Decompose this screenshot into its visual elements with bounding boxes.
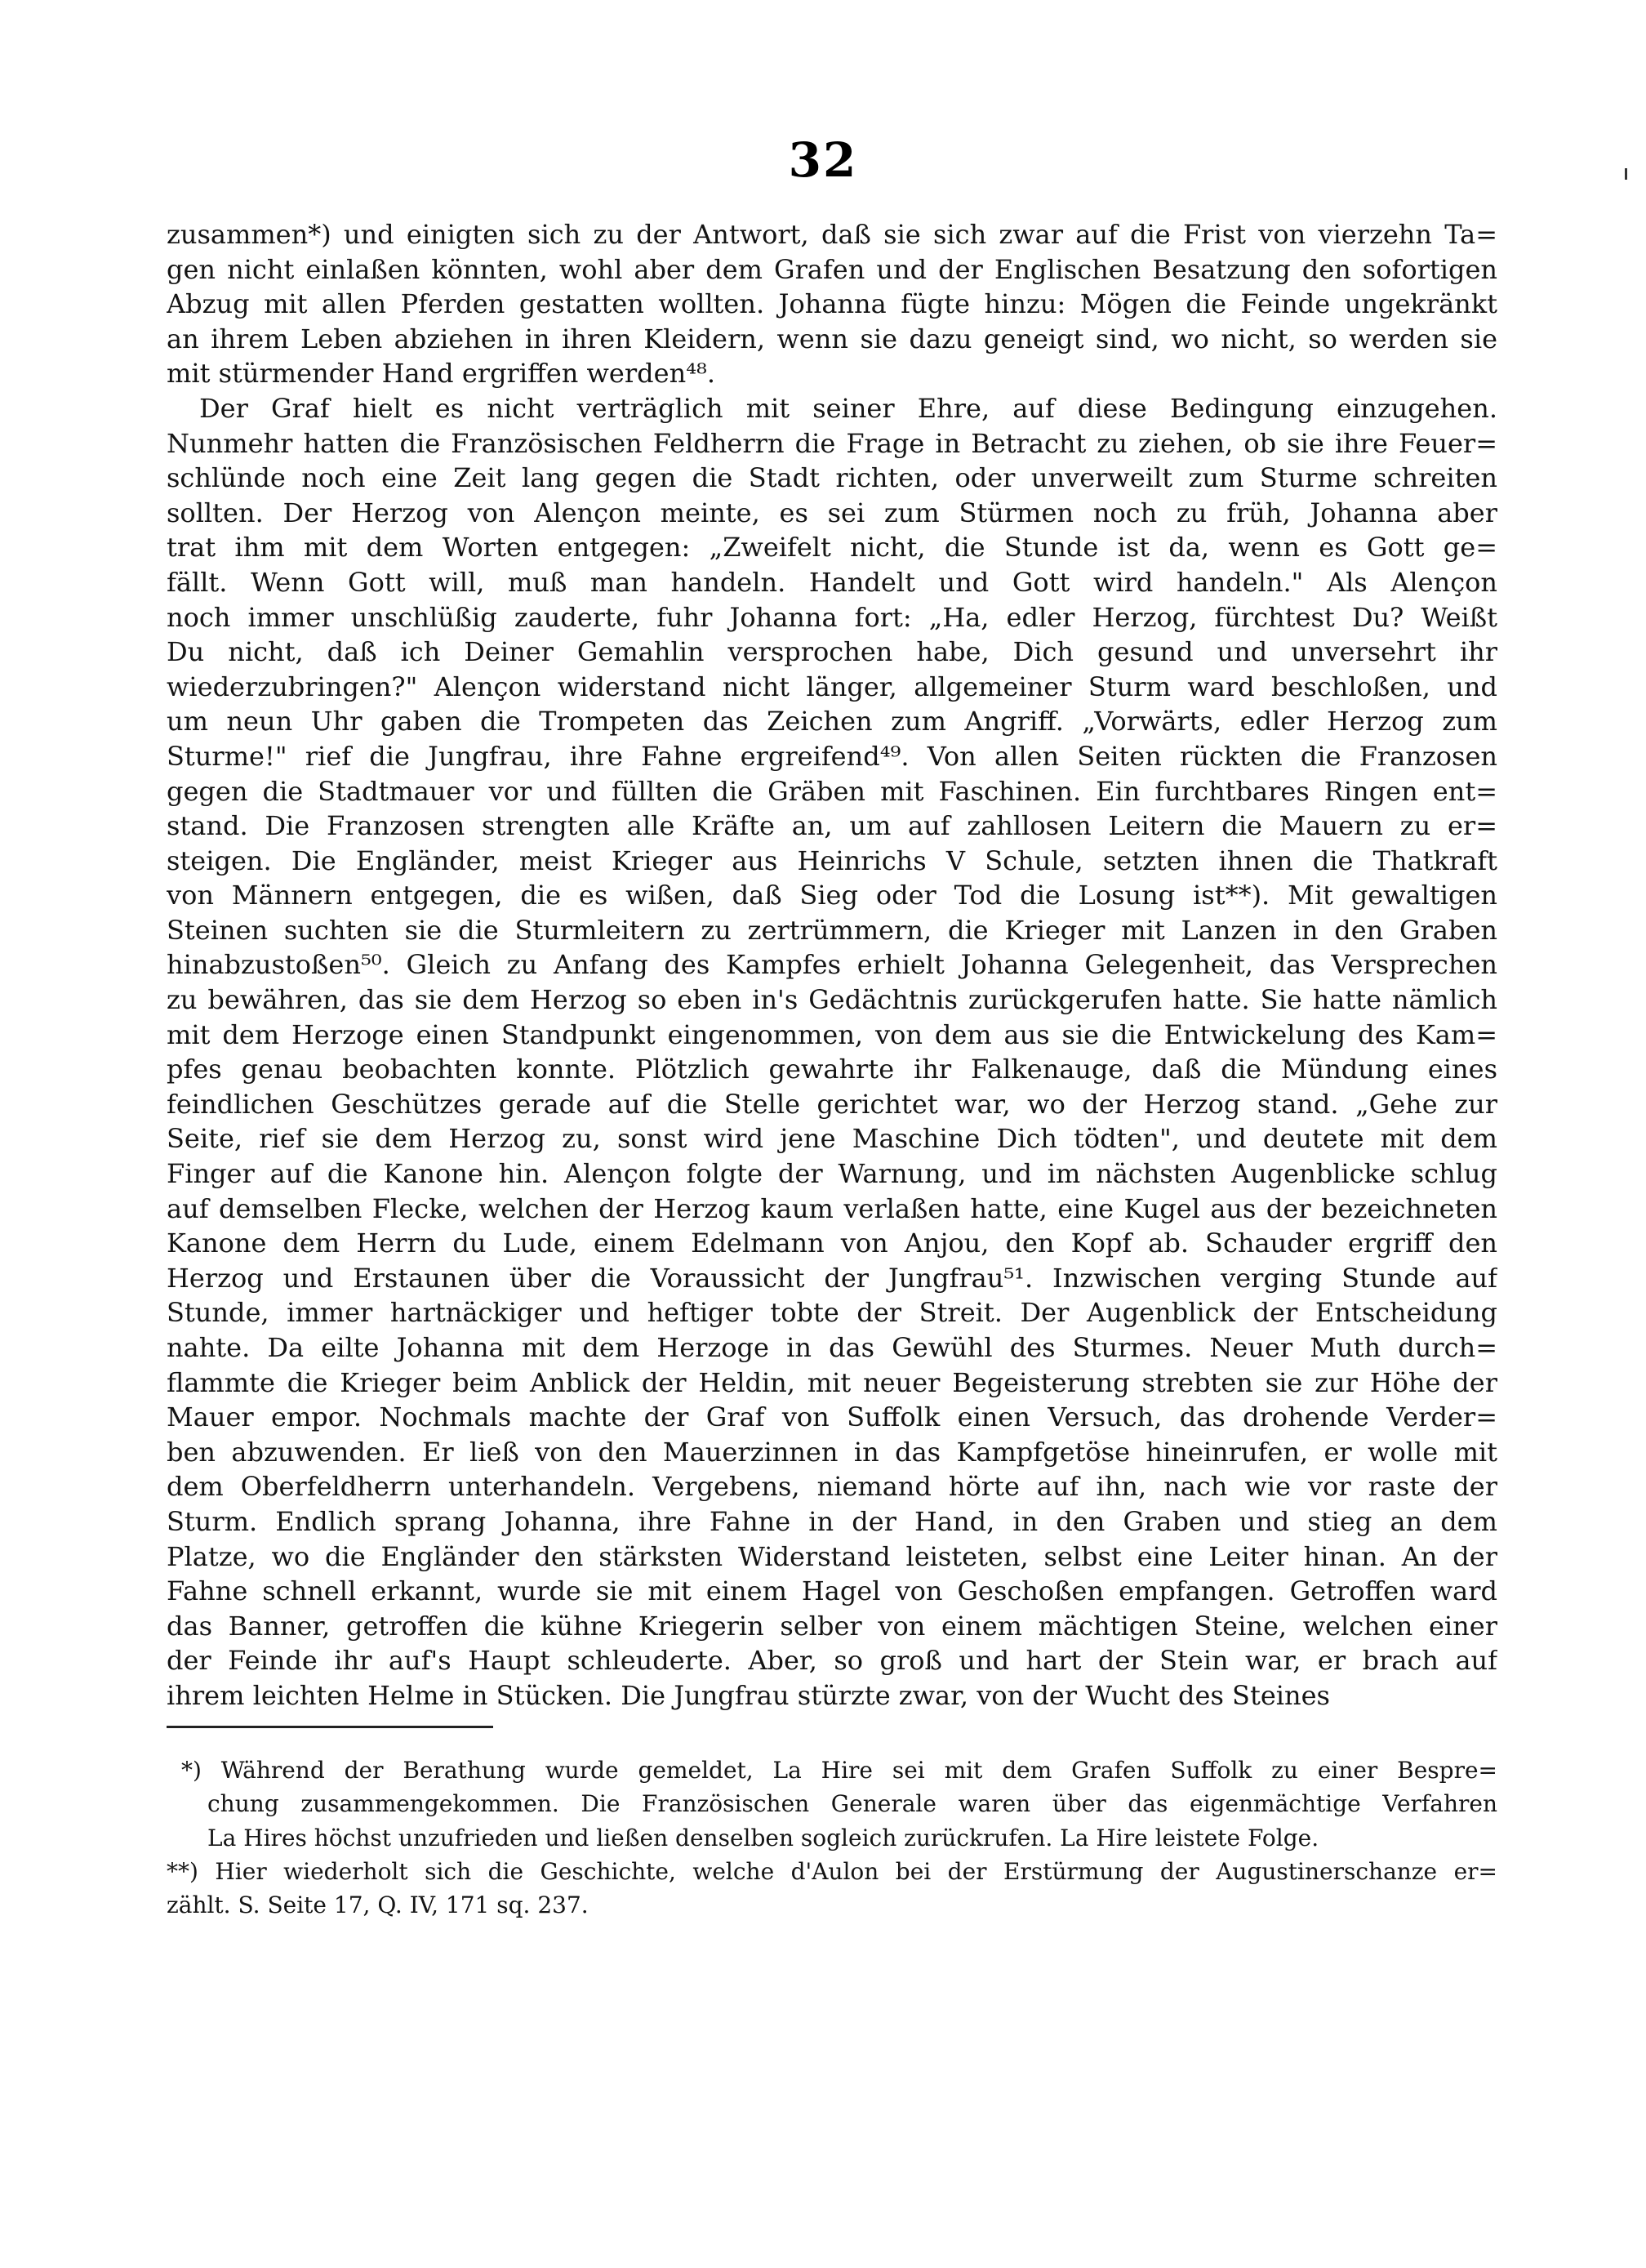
text-line: schlünde noch eine Zeit lang gegen die Stadt richten, oder unverweilt zum Sturme schreiten xyxy=(167,462,1497,494)
text-line: das Banner, getroffen die kühne Kriegerin selber von einem mächtigen Steine, welchen einer xyxy=(167,1610,1497,1642)
footnote-line: **) Hier wiederholt sich die Geschichte, welche d'Aulon bei der Erstürmung der Augustinerschanze er= xyxy=(167,1857,1497,1885)
text-line: Finger auf die Kanone hin. Alençon folgte der Warnung, und im nächsten Augenblicke schlug xyxy=(167,1158,1497,1190)
text-line: Du nicht, daß ich Deiner Gemahlin versprochen habe, Dich gesund und unversehrt ihr xyxy=(167,636,1497,668)
text-line: ihrem leichten Helme in Stücken. Die Jungfrau stürzte zwar, von der Wucht des Steines xyxy=(167,1679,1330,1711)
text-line: an ihrem Leben abziehen in ihren Kleidern, wenn sie dazu geneigt sind, wo nicht, so werden sie xyxy=(167,323,1497,354)
text-line: trat ihm mit dem Worten entgegen: „Zweifelt nicht, die Stunde ist da, wenn es Gott ge= xyxy=(167,532,1497,564)
text-line: gegen die Stadtmauer vor und füllten die Gräben mit Faschinen. Ein furchtbares Ringen ent= xyxy=(167,775,1497,807)
text-line: Seite, rief sie dem Herzog zu, sonst wird jene Maschine Dich tödten", und deutete mit dem xyxy=(167,1123,1497,1155)
text-line: wiederzubringen?" Alençon widerstand nicht länger, allgemeiner Sturm ward beschloßen, und xyxy=(167,671,1497,702)
footnotes-block xyxy=(167,1753,1497,1922)
text-line: Sturm. Endlich sprang Johanna, ihre Fahne in der Hand, in den Graben und stieg an dem xyxy=(167,1505,1497,1537)
footnote-line: La Hires höchst unzufrieden und ließen denselben sogleich zurückrufen. La Hire leistete Folge. xyxy=(207,1824,1319,1851)
text-line: nahte. Da eilte Johanna mit dem Herzoge in das Gewühl des Sturmes. Neuer Muth durch= xyxy=(167,1332,1497,1363)
text-line: pfes genau beobachten konnte. Plötzlich gewahrte ihr Falkenauge, daß die Mündung eines xyxy=(167,1054,1497,1085)
text-line: Abzug mit allen Pferden gestatten wollten. Johanna fügte hinzu: Mögen die Feinde ungekränkt xyxy=(167,288,1497,320)
text-line: Nunmehr hatten die Französischen Feldherrn die Frage in Betracht zu ziehen, ob sie ihre Feuer= xyxy=(167,427,1497,459)
text-line: steigen. Die Engländer, meist Krieger aus Heinrichs V Schule, setzten ihnen die Thatkraft xyxy=(167,844,1497,876)
page-number: 32 xyxy=(788,132,858,188)
footnote-line: zählt. S. Seite 17, Q. IV, 171 sq. 237. xyxy=(167,1891,589,1919)
text-line: Fahne schnell erkannt, wurde sie mit einem Hagel von Geschoßen empfangen. Getroffen ward xyxy=(167,1575,1497,1607)
text-line: Herzog und Erstaunen über die Voraussicht der Jungfrau⁵¹. Inzwischen verging Stunde auf xyxy=(167,1262,1497,1294)
text-line: zusammen*) und einigten sich zu der Antwort, daß sie sich zwar auf die Frist von vierzehn Ta= xyxy=(167,219,1497,250)
footnote-line: *) Während der Berathung wurde gemeldet, La Hire sei mit dem Grafen Suffolk zu einer Bespre= xyxy=(181,1757,1497,1784)
text-line: stand. Die Franzosen strengten alle Kräfte an, um auf zahllosen Leitern die Mauern zu er= xyxy=(167,810,1497,842)
text-line: feindlichen Geschützes gerade auf die Stelle gerichtet war, wo der Herzog stand. „Gehe zur xyxy=(167,1088,1497,1120)
text-line: noch immer unschlüßig zauderte, fuhr Johanna fort: „Ha, edler Herzog, fürchtest Du? Weißt xyxy=(167,601,1497,633)
text-line: zu bewähren, das sie dem Herzog so eben in's Gedächtnis zurückgerufen hatte. Sie hatte nämlich xyxy=(167,984,1497,1016)
text-line: ben abzuwenden. Er ließ von den Mauerzinnen in das Kampfgetöse hineinrufen, er wolle mit xyxy=(167,1436,1497,1468)
text-line: Der Graf hielt es nicht verträglich mit seiner Ehre, auf diese Bedingung einzugehen. xyxy=(199,392,1497,424)
text-line: Stunde, immer hartnäckiger und heftiger tobte der Streit. Der Augenblick der Entscheidung xyxy=(167,1297,1497,1329)
text-line: gen nicht einlaßen könnten, wohl aber dem Grafen und der Englischen Besatzung den sofortigen xyxy=(167,253,1497,285)
text-line: mit dem Herzoge einen Standpunkt eingenommen, von dem aus sie die Entwickelung des Kam= xyxy=(167,1018,1497,1050)
text-line: fällt. Wenn Gott will, muß man handeln. Handelt und Gott wird handeln." Als Alençon xyxy=(167,566,1497,598)
main-text-block xyxy=(167,217,1497,1713)
text-line: um neun Uhr gaben die Trompeten das Zeichen zum Angriff. „Vorwärts, edler Herzog zum xyxy=(167,706,1497,737)
text-line: Platze, wo die Engländer den stärksten Widerstand leisteten, selbst eine Leiter hinan. An der xyxy=(167,1540,1497,1572)
text-line: Sturme!" rief die Jungfrau, ihre Fahne ergreifend⁴⁹. Von allen Seiten rückten die Franzosen xyxy=(167,740,1497,772)
text-line: sollten. Der Herzog von Alençon meinte, es sei zum Stürmen noch zu früh, Johanna aber xyxy=(167,497,1497,528)
text-line: Steinen suchten sie die Sturmleitern zu zertrümmern, die Krieger mit Lanzen in den Graben xyxy=(167,914,1497,946)
footnote-line: chung zusammengekommen. Die Französischen Generale waren über das eigenmächtige Verfahren xyxy=(207,1790,1497,1818)
text-line: Kanone dem Herrn du Lude, einem Edelmann von Anjou, den Kopf ab. Schauder ergriff den xyxy=(167,1228,1497,1259)
margin-mark xyxy=(1625,168,1627,180)
text-line: dem Oberfeldherrn unterhandeln. Vergebens, niemand hörte auf ihn, nach wie vor raste der xyxy=(167,1471,1497,1503)
text-line: der Feinde ihr auf's Haupt schleuderte. Aber, so groß und hart der Stein war, er brach auf xyxy=(167,1645,1497,1677)
text-line: auf demselben Flecke, welchen der Herzog kaum verlaßen hatte, eine Kugel aus der bezeichneten xyxy=(167,1192,1497,1224)
footnote-separator xyxy=(167,1726,493,1728)
text-line: von Männern entgegen, die es wißen, daß Sieg oder Tod die Losung ist**). Mit gewaltigen xyxy=(167,880,1497,911)
text-line: hinabzustoßen⁵⁰. Gleich zu Anfang des Kampfes erhielt Johanna Gelegenheit, das Versprechen xyxy=(167,949,1497,981)
text-line: flammte die Krieger beim Anblick der Heldin, mit neuer Begeisterung strebten sie zur Höhe der xyxy=(167,1366,1497,1398)
text-line: mit stürmender Hand ergriffen werden⁴⁸. xyxy=(167,358,716,390)
text-line: Mauer empor. Nochmals machte der Graf von Suffolk einen Versuch, das drohende Verder= xyxy=(167,1401,1497,1433)
